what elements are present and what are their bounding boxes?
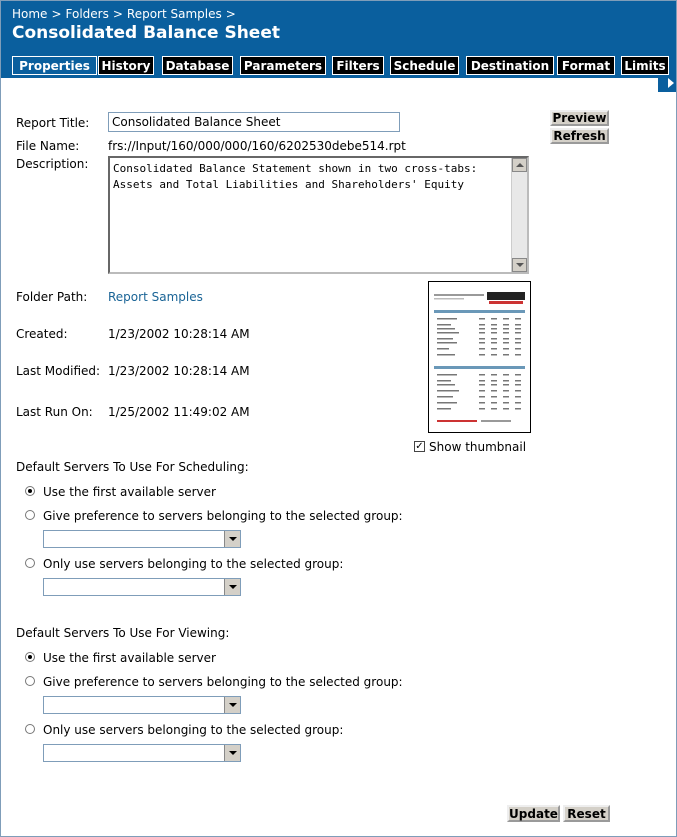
scheduling-radio-first-available[interactable] (25, 486, 35, 496)
breadcrumb-report-samples[interactable]: Report Samples (126, 7, 222, 21)
breadcrumb-home[interactable]: Home (12, 7, 48, 21)
breadcrumb-sep: > (112, 7, 123, 21)
page-title: Consolidated Balance Sheet (12, 23, 280, 43)
preview-button[interactable]: Preview (550, 110, 609, 126)
scheduling-option-preference: Give preference to servers belonging to the selected group: (43, 509, 403, 523)
report-thumbnail[interactable] (428, 281, 531, 433)
file-name-value: frs://Input/160/000/000/160/6202530debe514.rpt (108, 139, 406, 153)
description-label: Description: (16, 157, 89, 171)
arrow-up-icon (516, 163, 524, 167)
viewing-option-preference: Give preference to servers belonging to the selected group: (43, 675, 403, 689)
scroll-up-button[interactable] (512, 158, 527, 172)
last-run-label: Last Run On: (16, 405, 93, 419)
tab-history[interactable]: History (98, 56, 154, 75)
viewing-preference-group-select[interactable] (43, 696, 241, 714)
tab-format[interactable]: Format (557, 56, 615, 75)
report-thumbnail-image (429, 282, 530, 432)
description-text: Consolidated Balance Statement shown in two cross-tabs: Assets and Total Liabilities and Shareholders' Equity (113, 162, 478, 191)
breadcrumb-sep: > (225, 7, 236, 21)
reset-button[interactable]: Reset (563, 805, 610, 822)
viewing-option-first-available: Use the first available server (43, 651, 216, 665)
chevron-down-icon (224, 745, 240, 761)
show-thumbnail-checkbox[interactable]: ✓ (415, 441, 424, 452)
scroll-down-button[interactable] (512, 258, 527, 272)
viewing-radio-first-available[interactable] (25, 652, 35, 662)
breadcrumb (12, 7, 240, 21)
tab-parameters[interactable]: Parameters (240, 56, 326, 75)
tab-schedule[interactable]: Schedule (390, 56, 459, 75)
header-bar (1, 1, 676, 78)
tab-database[interactable]: Database (162, 56, 233, 75)
tab-filters[interactable]: Filters (332, 56, 384, 75)
tab-properties[interactable]: Properties (12, 56, 97, 75)
created-value: 1/23/2002 10:28:14 AM (108, 327, 250, 341)
chevron-down-icon (224, 531, 240, 547)
last-modified-value: 1/23/2002 10:28:14 AM (108, 364, 250, 378)
report-title-label: Report Title: (16, 116, 90, 130)
tab-destination[interactable]: Destination (466, 56, 554, 75)
viewing-heading: Default Servers To Use For Viewing: (16, 626, 230, 640)
folder-path-label: Folder Path: (16, 290, 88, 304)
breadcrumb-folders[interactable]: Folders (65, 7, 109, 21)
show-thumbnail-label: Show thumbnail (429, 440, 527, 454)
last-run-value: 1/25/2002 11:49:02 AM (108, 405, 250, 419)
scheduling-radio-preference[interactable] (25, 510, 35, 520)
file-name-label: File Name: (16, 139, 80, 153)
tab-limits[interactable]: Limits (621, 56, 669, 75)
folder-path-link[interactable]: Report Samples (108, 290, 203, 304)
chevron-down-icon (224, 697, 240, 713)
scheduling-only-group-select[interactable] (43, 578, 241, 596)
viewing-radio-only[interactable] (25, 724, 35, 734)
tab-scroll-right-icon[interactable] (668, 78, 674, 88)
scheduling-option-only: Only use servers belonging to the selected group: (43, 557, 344, 571)
viewing-radio-preference[interactable] (25, 676, 35, 686)
arrow-down-icon (516, 263, 524, 267)
scheduling-heading: Default Servers To Use For Scheduling: (16, 460, 249, 474)
scheduling-radio-only[interactable] (25, 558, 35, 568)
description-textarea[interactable] (108, 156, 529, 274)
scheduling-preference-group-select[interactable] (43, 530, 241, 548)
chevron-down-icon (224, 579, 240, 595)
last-modified-label: Last Modified: (16, 364, 101, 378)
scheduling-option-first-available: Use the first available server (43, 485, 216, 499)
viewing-only-group-select[interactable] (43, 744, 241, 762)
breadcrumb-sep: > (51, 7, 62, 21)
description-scrollbar[interactable] (511, 158, 527, 272)
update-button[interactable]: Update (507, 805, 560, 822)
created-label: Created: (16, 327, 68, 341)
refresh-button[interactable]: Refresh (550, 128, 609, 144)
viewing-option-only: Only use servers belonging to the selected group: (43, 723, 344, 737)
report-title-input[interactable]: Consolidated Balance Sheet (108, 112, 400, 132)
